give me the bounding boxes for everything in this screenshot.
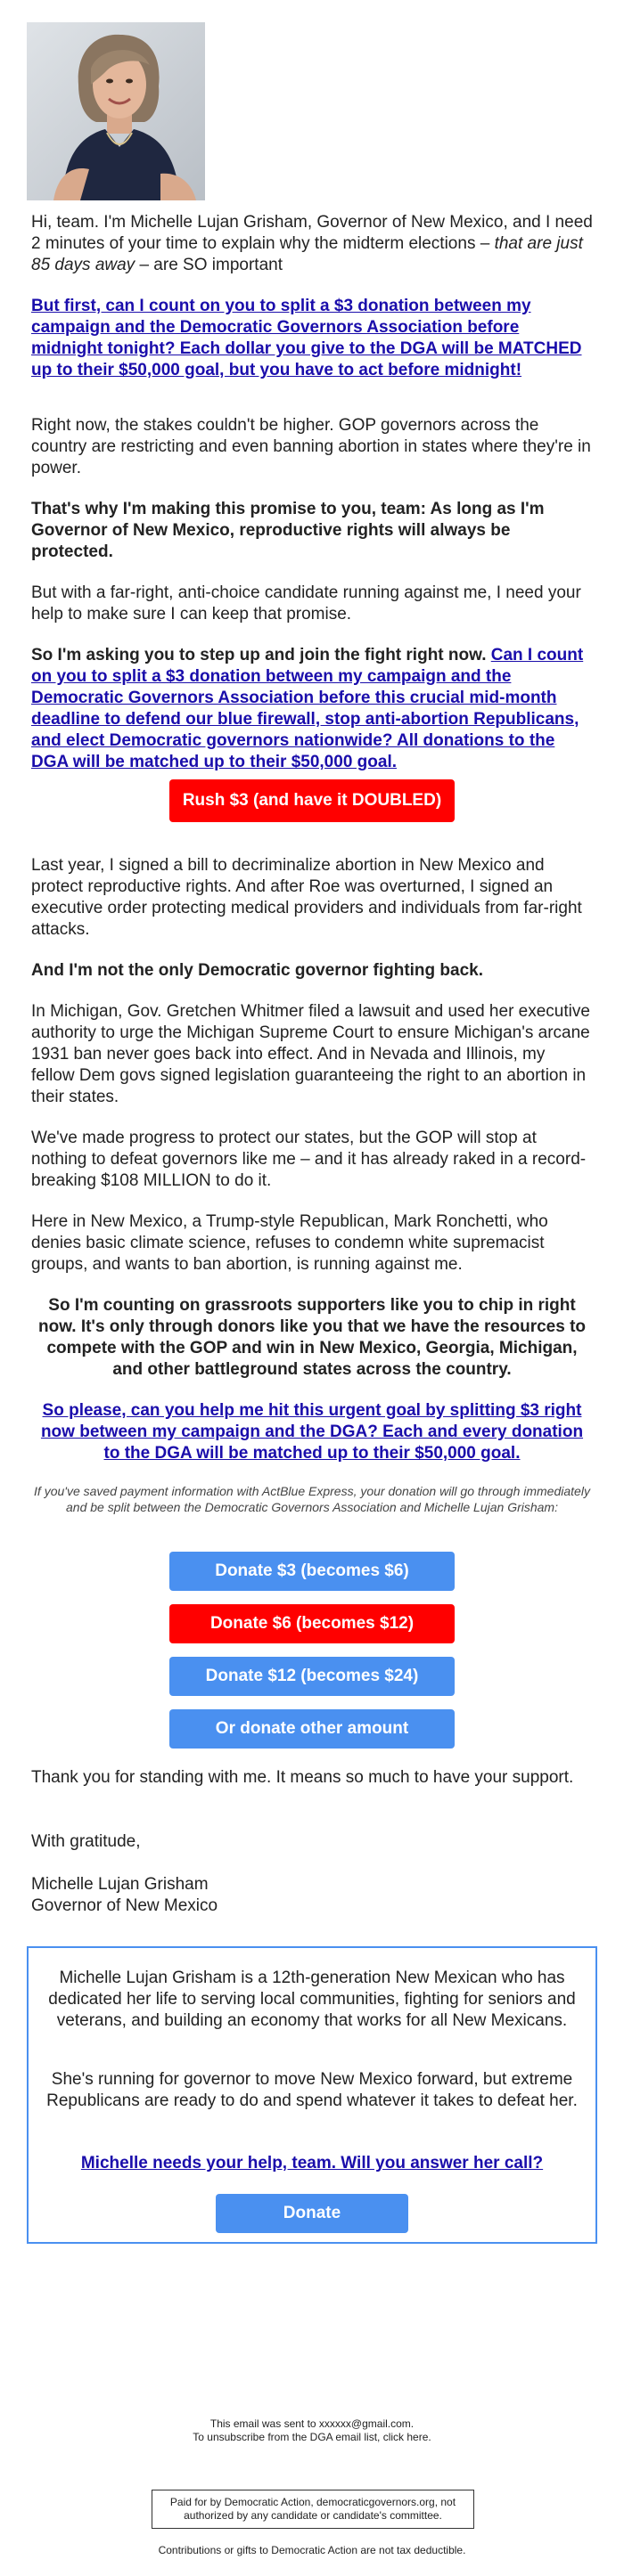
donate-link-2[interactable]: Can I count on you to split a $3 donation between my campaign and the Democratic Governors Association before this crucial mid-month deadline to defend our blue firewall, stop anti-abortion Republicans, and elect Democratic governors nationwide? All donations to the DGA will be matched up to their $50,000 goal. — [31, 646, 584, 771]
donate-12-button[interactable]: Donate $12 (becomes $24) — [169, 1657, 455, 1696]
donate-other-button[interactable]: Or donate other amount — [169, 1709, 455, 1749]
opponent-paragraph: But with a far-right, anti-choice candidate running against me, I need your help to make sure I can keep that promise. — [31, 583, 581, 624]
bio-box — [27, 1946, 597, 2244]
paid-for-box: Paid for by Democratic Action, democraticgovernors.org, not authorized by any candidate or candidate's committee. — [152, 2490, 474, 2529]
donate-6-button[interactable]: Donate $6 (becomes $12) — [169, 1604, 455, 1643]
ask-paragraph: So I'm asking you to step up and join the fight right now. Can I count on you to split a $3 donation between my campaign and the Democratic Governors Association before this crucial mid-month deadline to defend our blue firewall, stop anti-abortion Republicans, and elect Democratic governors nationwide? All donations to the DGA will be matched up to their $50,000 goal. — [31, 646, 584, 771]
stakes-paragraph: Right now, the stakes couldn't be higher. GOP governors across the country are restricting and even banning abortion in states where they're in power. — [31, 416, 591, 477]
not-only-paragraph: And I'm not the only Democratic governor fighting back. — [31, 961, 484, 980]
last-year-paragraph: Last year, I signed a bill to decriminalize abortion in New Mexico and protect reproductive rights. And after Roe was overturned, I signed an executive order protecting medical providers and individuals from far-right attacks. — [31, 856, 582, 939]
donate-link-1[interactable]: But first, can I count on you to split a $3 donation between my campaign and the Democratic Governors Association before midnight tonight? Each dollar you give to the DGA will be MATCHED up to their $50,000 goal, but you have to act before midnight! — [31, 297, 582, 379]
signature-name: Michelle Lujan Grisham — [31, 1875, 209, 1894]
thanks-paragraph: Thank you for standing with me. It means so much to have your support. — [31, 1768, 574, 1787]
bio-paragraph-1: Michelle Lujan Grisham is a 12th-generation New Mexican who has dedicated her life to serving local communities, fighting for seniors and veterans, and building an economy that works for all New Mexicans. — [48, 1969, 576, 2030]
progress-paragraph: We've made progress to protect our states, but the GOP will stop at nothing to defeat governors like me – and it has already raked in a record-breaking $108 MILLION to do it. — [31, 1129, 587, 1190]
intro-italic: that are just 85 days away — [31, 234, 583, 274]
footer-sent-to: This email was sent to xxxxxx@gmail.com. — [209, 2417, 415, 2430]
counting-paragraph: So I'm counting on grassroots supporters like you to chip in right now. It's only through donors like you that we have the resources to compete with the GOP and win in New Mexico, Georgia, Michigan, and other battleground states across the country. — [37, 1296, 586, 1379]
footer-unsubscribe[interactable]: To unsubscribe from the DGA email list, click here. — [193, 2431, 431, 2443]
gratitude-line: With gratitude, — [31, 1832, 141, 1851]
portrait-image — [27, 22, 205, 200]
new-mexico-paragraph: Here in New Mexico, a Trump-style Republican, Mark Ronchetti, who denies basic climate science, refuses to condemn white supremacist groups, and wants to ban abortion, is running against me. — [31, 1212, 548, 1274]
donate-3-button[interactable]: Donate $3 (becomes $6) — [169, 1552, 455, 1591]
promise-paragraph: That's why I'm making this promise to you, team: As long as I'm Governor of New Mexico, reproductive rights will always be protected. — [31, 500, 545, 561]
footer-contributions: Contributions or gifts to Democratic Action are not tax deductible. — [158, 2544, 466, 2556]
governor-photo — [27, 22, 205, 200]
bio-donate-button[interactable]: Donate — [216, 2194, 408, 2233]
bio-help-link[interactable]: Michelle needs your help, team. Will you answer her call? — [80, 2154, 544, 2172]
donate-link-3[interactable]: So please, can you help me hit this urgent goal by splitting $3 right now between my campaign and the DGA? Each and every donation to the DGA will be matched up to their $50,000 goal. — [40, 1401, 584, 1463]
actblue-disclaimer: If you've saved payment information with ActBlue Express, your donation will go through immediately and be split between the Democratic Governors Association and Michelle Lujan Grisham: — [34, 1484, 590, 1514]
intro-paragraph: Hi, team. I'm Michelle Lujan Grisham, Governor of New Mexico, and I need 2 minutes of your time to explain why the midterm elections – that are just 85 days away – are SO important — [31, 213, 593, 274]
rush-donate-button[interactable]: Rush $3 (and have it DOUBLED) — [169, 779, 455, 822]
michigan-paragraph: In Michigan, Gov. Gretchen Whitmer filed a lawsuit and used her executive authority to urge the Michigan Supreme Court to ensure Michigan's arcane 1931 ban never goes back into effect. And in Nevada and Illinois, my fellow Dem govs signed legislation guaranteeing the right to an abortion in their states. — [31, 1002, 590, 1106]
bio-paragraph-2: She's running for governor to move New Mexico forward, but extreme Republicans are ready to do and spend whatever it takes to defeat her. — [46, 2070, 578, 2110]
signature-title: Governor of New Mexico — [31, 1896, 218, 1915]
